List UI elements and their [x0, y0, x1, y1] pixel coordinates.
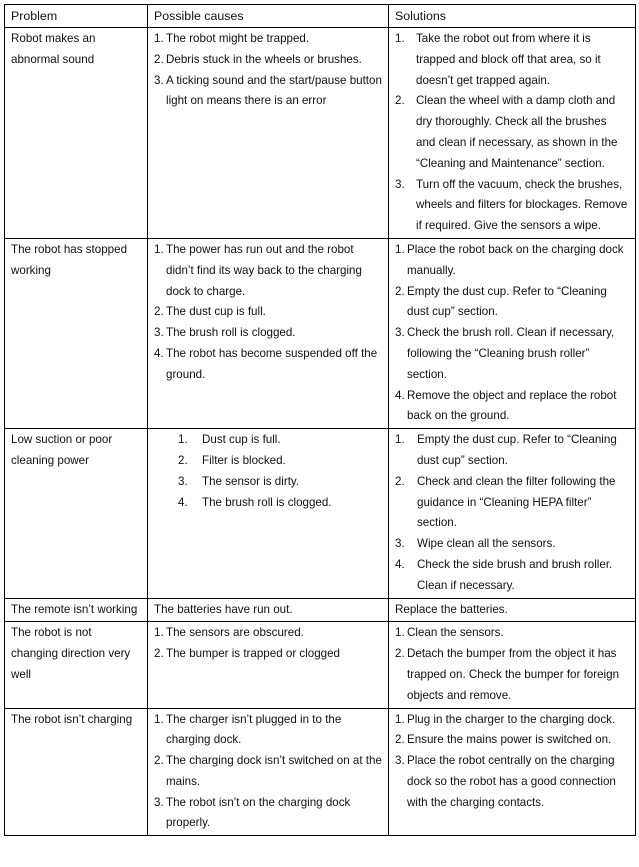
solutions-cell — [389, 622, 636, 708]
list-item: 3. The brush roll is clogged. — [154, 326, 296, 340]
causes-cell — [148, 622, 389, 708]
causes-cell — [148, 429, 389, 598]
header-causes: Possible causes — [148, 5, 389, 28]
header-problem: Problem — [5, 5, 148, 28]
list-item: 2. The charging dock isn’t switched on at the mains. — [154, 754, 382, 788]
problem-cell: The robot is not changing direction very well — [5, 622, 148, 708]
table-row — [5, 238, 636, 428]
solutions-cell: Replace the batteries. — [389, 598, 636, 622]
header-row — [5, 5, 636, 28]
list-item: 1. The charger isn’t plugged in to the charging dock. — [154, 712, 342, 747]
problem-cell: The robot isn’t charging — [5, 708, 148, 836]
causes-list — [154, 623, 382, 665]
table-row — [5, 28, 636, 239]
list-item: 1. Take the robot out from where it is trapped and block off that area, so it doesn’t get trapped again. — [395, 32, 601, 87]
list-item: 2. The bumper is trapped or clogged — [154, 647, 341, 661]
problem-cell: Low suction or poor cleaning power — [5, 429, 148, 598]
list-item: 3. Place the robot centrally on the charging dock so the robot has a good connection with the charging contacts. — [395, 754, 616, 809]
list-item: 3. Check the brush roll. Clean if necessary, following the “Cleaning brush roller” section. — [395, 326, 615, 381]
solutions-list — [395, 29, 629, 237]
causes-cell — [148, 708, 389, 836]
list-item: 2. Empty the dust cup. Refer to “Cleaning dust cup” section. — [395, 284, 607, 319]
list-item: 2. The dust cup is full. — [154, 305, 266, 319]
list-item: 3. The sensor is dirty. — [178, 474, 300, 488]
list-item: 2. Check and clean the filter following the guidance in “Cleaning HEPA filter” section. — [395, 474, 616, 530]
table-row — [5, 598, 636, 622]
causes-list — [154, 240, 382, 386]
list-item: 4. The robot has become suspended off the ground. — [154, 346, 378, 381]
list-item: 1. The power has run out and the robot didn’t find its way back to the charging dock to charge. — [154, 242, 362, 298]
list-item: 2. Clean the wheel with a damp cloth and dry thoroughly. Check all the brushes and clean if necessary, as shown in the “Cleaning and Maintenance” section. — [395, 94, 618, 170]
troubleshooting-table — [4, 4, 636, 836]
causes-list — [154, 430, 382, 513]
causes-cell: The batteries have run out. — [148, 598, 389, 622]
problem-cell: The remote isn’t working — [5, 598, 148, 622]
list-item: 3. A ticking sound and the start/pause button light on means there is an error — [154, 73, 382, 108]
list-item: 1. Place the robot back on the charging dock manually. — [395, 242, 624, 277]
list-item: 1. Empty the dust cup. Refer to “Cleaning dust cup” section. — [395, 433, 617, 467]
list-item: 4. Check the side brush and brush roller. Clean if necessary. — [395, 557, 613, 592]
list-item: 4. Remove the object and replace the robot back on the ground. — [395, 388, 617, 423]
solutions-list — [395, 623, 629, 706]
list-item: 1. The robot might be trapped. — [154, 32, 310, 45]
solutions-list — [395, 710, 629, 814]
solutions-list — [395, 240, 629, 427]
table-row — [5, 708, 636, 836]
list-item: 3. Wipe clean all the sensors. — [395, 537, 556, 551]
solutions-cell — [389, 238, 636, 428]
list-item: 3. Turn off the vacuum, check the brushes, wheels and filters for blockages. Remove if required. Give the sensors a wipe. — [395, 177, 628, 233]
list-item: 2. Ensure the mains power is switched on. — [395, 733, 612, 747]
causes-cell — [148, 28, 389, 239]
header-solutions: Solutions — [389, 5, 636, 28]
problem-cell: Robot makes an abnormal sound — [5, 28, 148, 239]
problem-cell: The robot has stopped working — [5, 238, 148, 428]
list-item: 2. Filter is blocked. — [178, 453, 286, 467]
solutions-list — [395, 430, 629, 596]
table-row — [5, 429, 636, 598]
list-item: 2. Debris stuck in the wheels or brushes. — [154, 52, 362, 66]
list-item: 4. The brush roll is clogged. — [178, 495, 332, 509]
solutions-cell — [389, 429, 636, 598]
solutions-cell — [389, 708, 636, 836]
list-item: 1. The sensors are obscured. — [154, 626, 304, 640]
list-item: 1. Dust cup is full. — [178, 433, 281, 447]
list-item: 1. Plug in the charger to the charging dock. — [395, 712, 616, 726]
causes-list — [154, 710, 382, 835]
list-item: 3. The robot isn’t on the charging dock properly. — [154, 795, 351, 830]
causes-list — [154, 29, 382, 112]
solutions-cell — [389, 28, 636, 239]
list-item: 1. Clean the sensors. — [395, 626, 504, 640]
causes-cell — [148, 238, 389, 428]
list-item: 2. Detach the bumper from the object it has trapped on. Check the bumper for foreign objects and remove. — [395, 647, 620, 702]
table-row — [5, 622, 636, 708]
